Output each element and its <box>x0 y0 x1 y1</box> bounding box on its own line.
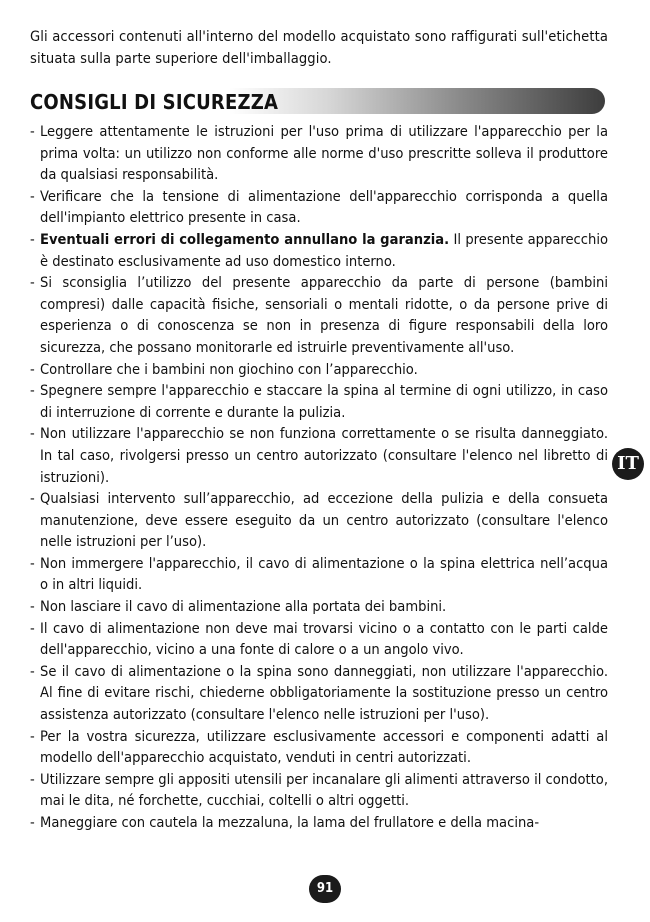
list-item <box>30 661 608 726</box>
bullet-dash: - <box>30 770 35 788</box>
bullet-dash: - <box>30 187 35 205</box>
list-item <box>30 272 608 358</box>
bullet-dash: - <box>30 662 35 680</box>
bullet-dash: - <box>30 425 35 443</box>
rule-text: Se il cavo di alimentazione o la spina sono danneggiati, non utilizzare l'apparecchio. Al fine di evitare rischi, chiederne obbligatoriamente la sostituzione presso un centro assistenza autorizzato (consultare l'elenco nelle istruzioni per l'uso). <box>40 662 608 724</box>
bullet-dash: - <box>30 554 35 572</box>
bullet-dash: - <box>30 123 35 140</box>
section-title: CONSIGLI DI SICUREZZA <box>30 90 279 114</box>
rule-text: Maneggiare con cautela la mezzaluna, la lama del frullatore e della macina- <box>40 814 540 831</box>
safety-rules-list <box>30 121 608 834</box>
rule-text: Verificare che la tensione di alimentazione dell'apparecchio corrisponda a quella dell'impianto elettrico presente in casa. <box>40 187 608 227</box>
list-item <box>30 186 608 229</box>
bullet-dash: - <box>30 360 35 378</box>
bullet-dash: - <box>30 382 35 400</box>
bullet-dash: - <box>30 619 35 637</box>
list-item <box>30 229 608 272</box>
rule-text: Per la vostra sicurezza, utilizzare esclusivamente accessori e componenti adatti al modello dell'apparecchio acquistato, venduti in centri autorizzati. <box>40 727 608 767</box>
intro-paragraph: Gli accessori contenuti all'interno del modello acquistato sono raffigurati sull'etichetta situata sulla parte superiore dell'imballaggio. <box>30 28 608 67</box>
rule-text: Non immergere l'apparecchio, il cavo di alimentazione o la spina elettrica nell’acqua o in altri liquidi. <box>40 554 608 594</box>
rule-text: Il cavo di alimentazione non deve mai trovarsi vicino o a contatto con le parti calde dell'apparecchio, vicino a una fonte di calore o a un angolo vivo. <box>40 619 608 659</box>
list-item <box>30 596 608 618</box>
list-item <box>30 488 608 553</box>
list-item <box>30 618 608 661</box>
rule-bold-text: Eventuali errori di collegamento annullano la garanzia. <box>40 230 450 248</box>
list-item <box>30 423 608 488</box>
rule-text: Spegnere sempre l'apparecchio e staccare la spina al termine di ogni utilizzo, in caso di interruzione di corrente e durante la pulizia. <box>40 382 608 421</box>
rule-text: Utilizzare sempre gli appositi utensili per incanalare gli alimenti attraverso il condotto, mai le dita, né forchette, cucchiai, coltelli o altri oggetti. <box>40 770 608 810</box>
bullet-dash: - <box>30 230 35 248</box>
list-item <box>30 726 608 769</box>
language-badge: IT <box>612 448 644 480</box>
rule-text: Controllare che i bambini non giochino con l’apparecchio. <box>40 360 418 378</box>
list-item <box>30 121 608 186</box>
bullet-dash: - <box>30 274 35 292</box>
rule-text: Leggere attentamente le istruzioni per l'uso prima di utilizzare l'apparecchio per la prima volta: un utilizzo non conforme alle norme d'uso prescritte solleva il produttore da qualsiasi responsabilità. <box>40 123 608 184</box>
rule-text: Non utilizzare l'apparecchio se non funziona correttamente o se risulta danneggiato. In tal caso, rivolgersi presso un centro autorizzato (consultare l'elenco nel libretto di istruzioni). <box>40 425 608 486</box>
list-item <box>30 380 608 423</box>
list-item <box>30 359 608 381</box>
list-item <box>30 553 608 596</box>
page-number: 91 <box>309 875 341 903</box>
rule-text: Si sconsiglia l’utilizzo del presente apparecchio da parte di persone (bambini compresi) dalle capacità fisiche, sensoriali o mentali ridotte, o da persone prive di esperienza o di conoscenza se non in presenza di figure responsabili della loro sicurezza, che possano monitorarle ed istruirle preventivamente all'uso. <box>40 274 608 356</box>
bullet-dash: - <box>30 727 35 745</box>
rule-text: Il presente apparecchio è destinato esclusivamente ad uso domestico interno. <box>40 230 608 270</box>
bullet-dash: - <box>30 598 35 616</box>
rule-text: Qualsiasi intervento sull’apparecchio, ad eccezione della pulizia e della consueta manutenzione, deve essere eseguito da un centro autorizzato (consultare l'elenco nelle istruzioni per l’uso). <box>40 490 608 551</box>
rule-text: Non lasciare il cavo di alimentazione alla portata dei bambini. <box>40 598 447 616</box>
list-item <box>30 812 608 834</box>
list-item <box>30 769 608 812</box>
bullet-dash: - <box>30 814 35 831</box>
bullet-dash: - <box>30 490 35 508</box>
